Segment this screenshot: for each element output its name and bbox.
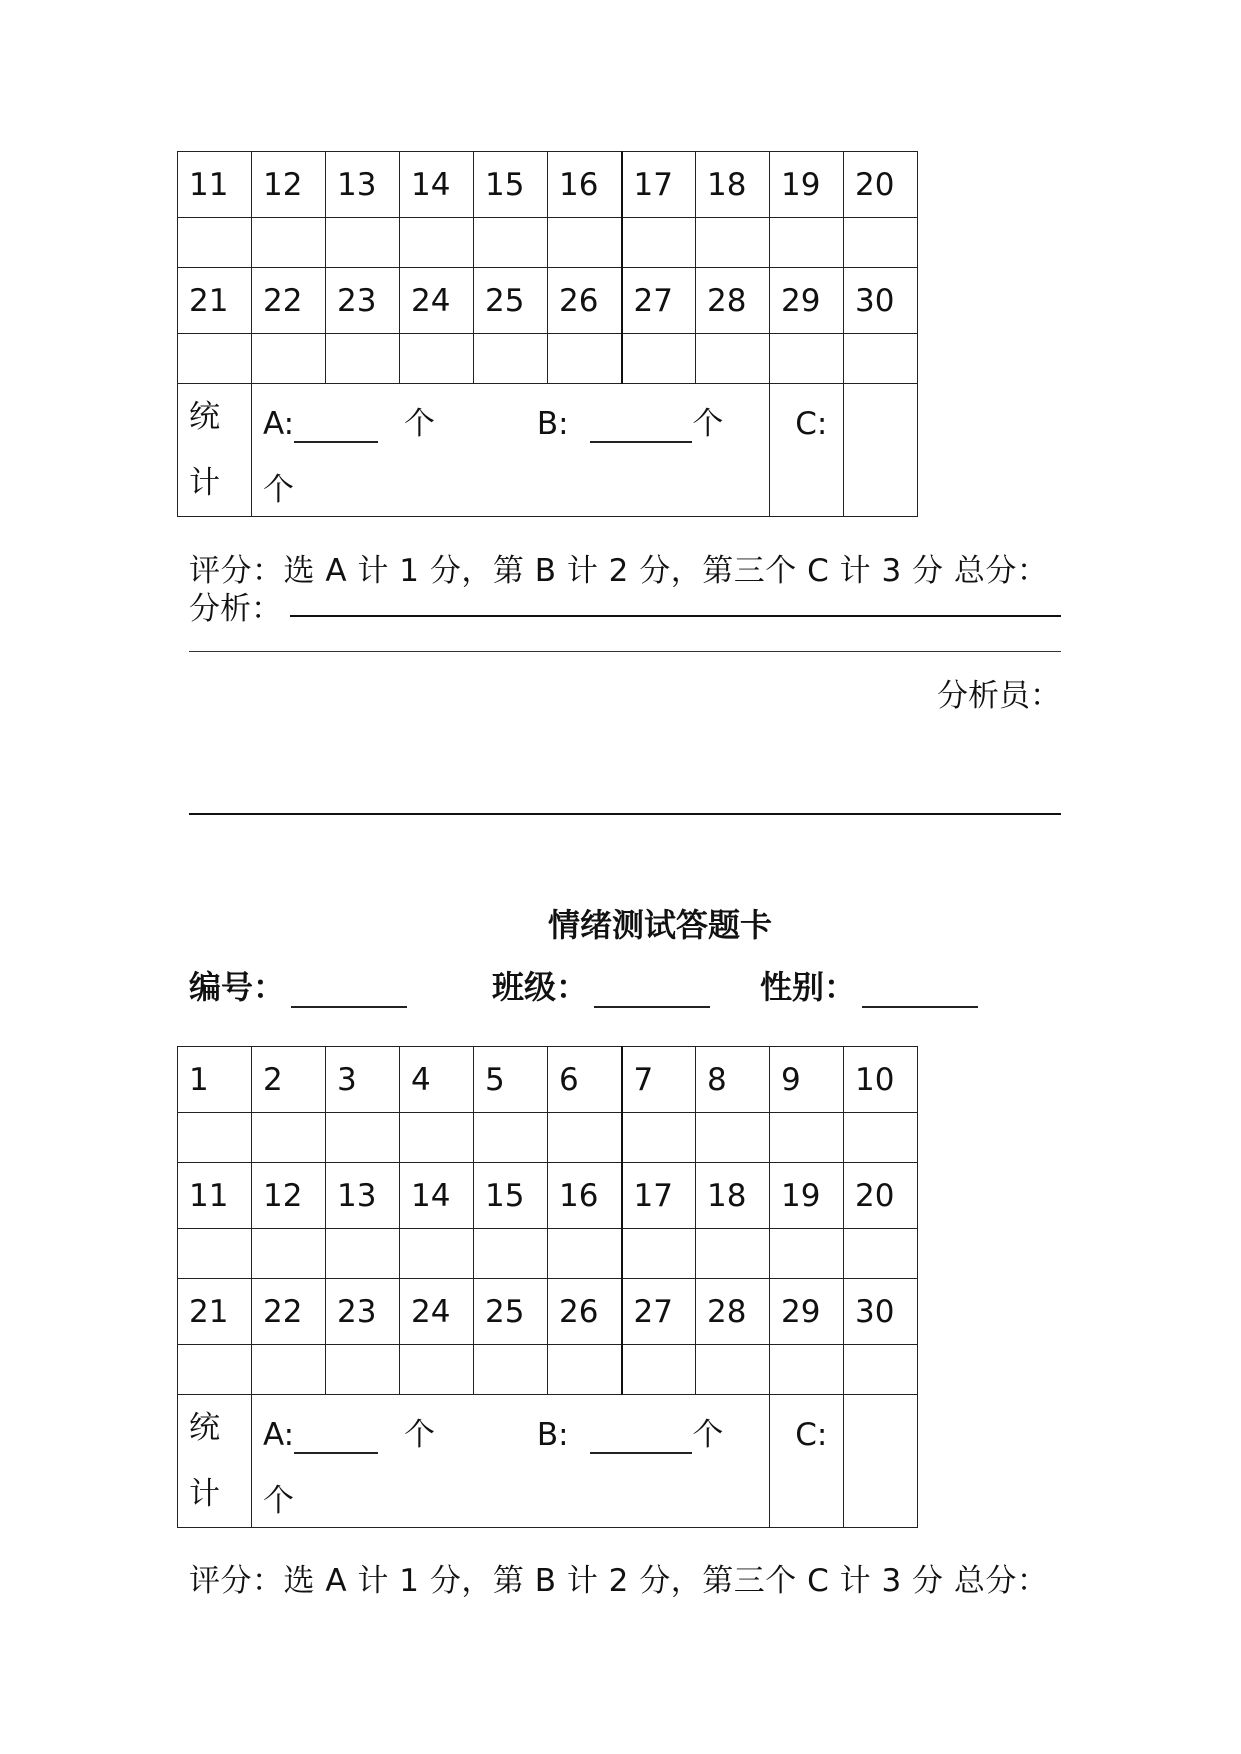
question-number-row — [178, 1047, 918, 1113]
count-a-label: A: — [263, 1417, 295, 1453]
answer-cell[interactable] — [400, 1113, 474, 1163]
question-number: 13 — [326, 1163, 400, 1229]
question-number: 26 — [548, 1279, 622, 1345]
statistics-counts — [252, 384, 828, 517]
statistics-counts — [252, 1395, 828, 1528]
answer-cell[interactable] — [326, 1345, 400, 1395]
id-label: 编号： — [189, 968, 286, 1006]
question-number: 22 — [252, 1279, 326, 1345]
question-number: 14 — [400, 1163, 474, 1229]
question-number: 29 — [770, 1279, 844, 1345]
question-number: 25 — [474, 1279, 548, 1345]
answer-card-table — [177, 1046, 918, 1528]
answer-cell[interactable] — [622, 334, 696, 384]
answer-row — [178, 1229, 918, 1279]
question-number: 7 — [622, 1047, 696, 1113]
answer-cell[interactable] — [622, 1345, 696, 1395]
question-number: 18 — [696, 1163, 770, 1229]
answer-cell[interactable] — [252, 1113, 326, 1163]
id-field — [189, 962, 407, 1008]
answer-cell[interactable] — [326, 334, 400, 384]
analyst-label: 分析员： — [937, 678, 1061, 714]
count-b-blank[interactable] — [590, 409, 692, 443]
statistics-label — [178, 1395, 252, 1528]
answer-cell[interactable] — [474, 1345, 548, 1395]
answer-cell[interactable] — [178, 218, 252, 268]
unit-label: 个 — [692, 1417, 724, 1453]
answer-cell[interactable] — [770, 334, 844, 384]
gender-field — [760, 962, 978, 1008]
question-number: 18 — [696, 152, 770, 218]
question-number: 19 — [770, 152, 844, 218]
answer-cell[interactable] — [178, 1229, 252, 1279]
answer-cell[interactable] — [548, 1345, 622, 1395]
answer-cell[interactable] — [770, 1229, 844, 1279]
question-number: 19 — [770, 1163, 844, 1229]
question-number: 22 — [252, 268, 326, 334]
question-number: 17 — [622, 152, 696, 218]
question-number: 21 — [178, 268, 252, 334]
analysis-line[interactable] — [189, 651, 1061, 652]
answer-cell[interactable] — [770, 1345, 844, 1395]
section-divider — [189, 813, 1061, 815]
answer-cell[interactable] — [400, 334, 474, 384]
answer-row — [178, 1113, 918, 1163]
question-number: 30 — [844, 1279, 918, 1345]
statistics-label-char: 统 — [189, 1410, 220, 1446]
answer-cell[interactable] — [548, 1113, 622, 1163]
question-number: 24 — [400, 1279, 474, 1345]
unit-label: 个 — [403, 406, 435, 442]
question-number: 17 — [622, 1163, 696, 1229]
question-number: 5 — [474, 1047, 548, 1113]
question-number: 15 — [474, 1163, 548, 1229]
class-blank[interactable] — [594, 970, 710, 1008]
answer-cell[interactable] — [178, 1113, 252, 1163]
answer-cell[interactable] — [622, 1229, 696, 1279]
question-number: 12 — [252, 152, 326, 218]
analysis-label: 分析： — [189, 591, 282, 627]
question-number: 21 — [178, 1279, 252, 1345]
answer-cell[interactable] — [474, 1113, 548, 1163]
answer-cell[interactable] — [400, 218, 474, 268]
statistics-extra-cell[interactable] — [844, 384, 918, 517]
question-number-row — [178, 1279, 918, 1345]
statistics-row — [178, 384, 918, 517]
question-number: 16 — [548, 152, 622, 218]
question-number: 28 — [696, 268, 770, 334]
statistics-row — [178, 1395, 918, 1528]
question-number: 14 — [400, 152, 474, 218]
question-number-row — [178, 152, 918, 218]
answer-cell[interactable] — [696, 1345, 770, 1395]
question-number: 3 — [326, 1047, 400, 1113]
question-number: 12 — [252, 1163, 326, 1229]
scoring-rule: 评分：选 A 计 1 分，第 B 计 2 分，第三个 C 计 3 分 总分： — [189, 553, 1049, 589]
unit-label: 个 — [263, 1483, 294, 1519]
count-b-label: B: — [536, 1417, 569, 1453]
question-number: 11 — [178, 152, 252, 218]
answer-cell[interactable] — [844, 334, 918, 384]
count-a-blank[interactable] — [294, 409, 378, 443]
question-number: 8 — [696, 1047, 770, 1113]
question-number: 20 — [844, 1163, 918, 1229]
answer-cell[interactable] — [326, 218, 400, 268]
answer-cell[interactable] — [474, 1229, 548, 1279]
question-number: 11 — [178, 1163, 252, 1229]
answer-cell[interactable] — [696, 1113, 770, 1163]
answer-cell[interactable] — [622, 218, 696, 268]
answer-row — [178, 334, 918, 384]
question-number: 15 — [474, 152, 548, 218]
statistics-label — [178, 384, 252, 517]
question-number: 29 — [770, 268, 844, 334]
question-number: 13 — [326, 152, 400, 218]
count-b-label: B: — [536, 406, 569, 442]
question-number: 26 — [548, 268, 622, 334]
answer-cell[interactable] — [326, 1229, 400, 1279]
unit-label: 个 — [692, 406, 724, 442]
id-blank[interactable] — [291, 970, 407, 1008]
answer-cell[interactable] — [178, 334, 252, 384]
answer-cell[interactable] — [844, 1345, 918, 1395]
answer-cell[interactable] — [474, 218, 548, 268]
question-number: 20 — [844, 152, 918, 218]
question-number: 25 — [474, 268, 548, 334]
upper-answer-table — [177, 151, 918, 517]
statistics-label-char: 计 — [189, 465, 220, 501]
answer-row — [178, 1345, 918, 1395]
question-number: 4 — [400, 1047, 474, 1113]
question-number: 24 — [400, 268, 474, 334]
count-a-blank[interactable] — [294, 1420, 378, 1454]
answer-cell[interactable] — [548, 218, 622, 268]
answer-cell[interactable] — [844, 218, 918, 268]
question-number: 10 — [844, 1047, 918, 1113]
question-number: 27 — [622, 268, 696, 334]
class-field — [492, 962, 710, 1008]
question-number: 23 — [326, 1279, 400, 1345]
answer-cell[interactable] — [770, 218, 844, 268]
count-a-label: A: — [263, 406, 295, 442]
analysis-line[interactable] — [290, 615, 1061, 617]
answer-cell[interactable] — [400, 1345, 474, 1395]
question-number: 2 — [252, 1047, 326, 1113]
question-number-row — [178, 268, 918, 334]
answer-cell[interactable] — [178, 1345, 252, 1395]
scoring-rule: 评分：选 A 计 1 分，第 B 计 2 分，第三个 C 计 3 分 总分： — [189, 1563, 1049, 1599]
count-c-label: C: — [795, 1417, 828, 1453]
answer-cell[interactable] — [696, 218, 770, 268]
question-number: 16 — [548, 1163, 622, 1229]
question-number: 28 — [696, 1279, 770, 1345]
question-number: 9 — [770, 1047, 844, 1113]
count-b-blank[interactable] — [590, 1420, 692, 1454]
answer-cell[interactable] — [548, 334, 622, 384]
answer-cell[interactable] — [696, 1229, 770, 1279]
question-number: 27 — [622, 1279, 696, 1345]
answer-cell[interactable] — [474, 334, 548, 384]
answer-cell[interactable] — [696, 334, 770, 384]
answer-row — [178, 218, 918, 268]
statistics-label-char: 计 — [189, 1476, 220, 1512]
class-label: 班级： — [492, 968, 589, 1006]
answer-cell[interactable] — [844, 1113, 918, 1163]
answer-cell[interactable] — [622, 1113, 696, 1163]
answer-cell[interactable] — [252, 1345, 326, 1395]
answer-cell[interactable] — [252, 334, 326, 384]
question-number: 1 — [178, 1047, 252, 1113]
question-number: 30 — [844, 268, 918, 334]
gender-label: 性别： — [760, 968, 857, 1006]
answer-cell[interactable] — [770, 1113, 844, 1163]
answer-cell[interactable] — [844, 1229, 918, 1279]
answer-cell[interactable] — [400, 1229, 474, 1279]
question-number: 6 — [548, 1047, 622, 1113]
statistics-extra-cell[interactable] — [844, 1395, 918, 1528]
unit-label: 个 — [403, 1417, 435, 1453]
statistics-label-char: 统 — [189, 399, 220, 435]
answer-card-title: 情绪测试答题卡 — [547, 906, 772, 944]
answer-cell[interactable] — [252, 218, 326, 268]
question-number: 23 — [326, 268, 400, 334]
count-c-label: C: — [795, 406, 828, 442]
question-number-row — [178, 1163, 918, 1229]
answer-cell[interactable] — [326, 1113, 400, 1163]
answer-cell[interactable] — [252, 1229, 326, 1279]
gender-blank[interactable] — [862, 970, 978, 1008]
unit-label: 个 — [263, 472, 294, 508]
answer-cell[interactable] — [548, 1229, 622, 1279]
